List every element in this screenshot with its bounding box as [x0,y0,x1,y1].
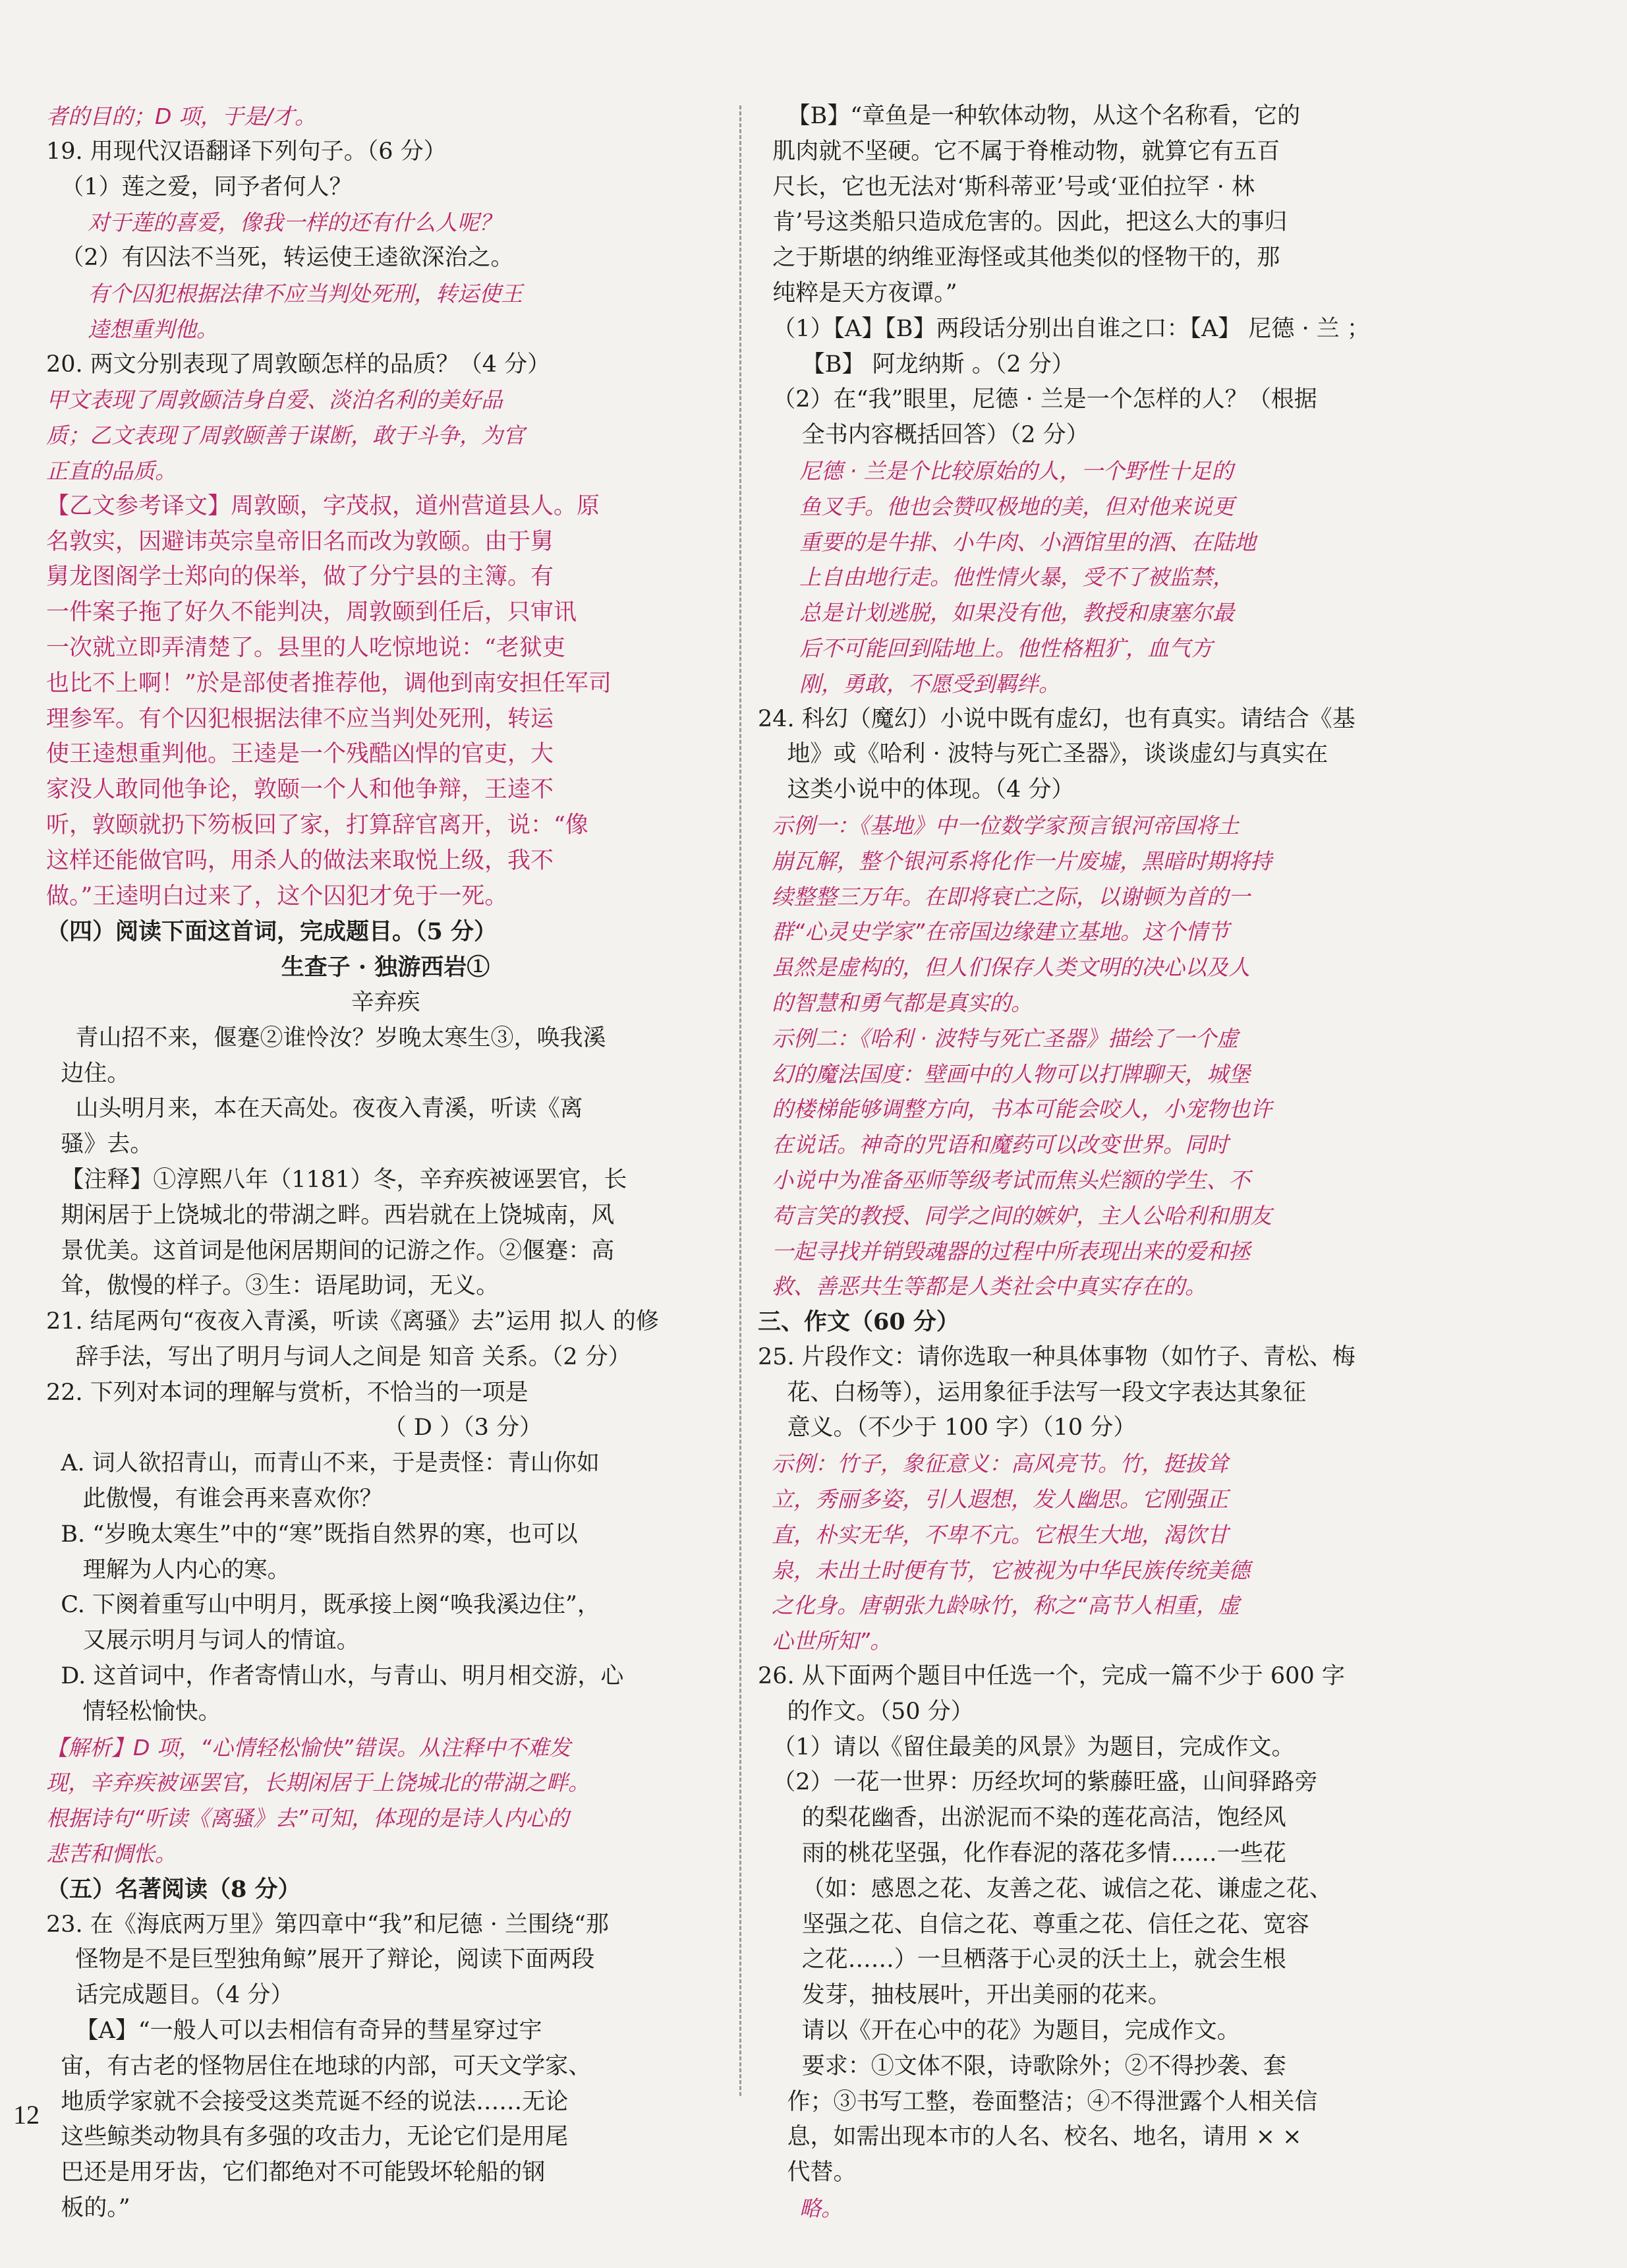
left-text-line: （2）有囚法不当死，转运使王逵欲深治之。 [46,245,514,272]
right-text-line: 总是计划逃脱，如果没有他，教授和康塞尔最 [758,600,1234,626]
left-text-line: 又展示明月与词人的情谊。 [46,1627,360,1654]
left-text-line: 期闲居于上饶城北的带湖之畔。西岩就在上饶城南，风 [46,1202,615,1229]
right-text-line: 上自由地行走。他性情火暴，受不了被监禁， [758,564,1234,591]
right-text-line: 幻的魔法国度：壁画中的人物可以打牌聊天，城堡 [758,1061,1250,1087]
right-text-line: （1）【A】【B】两段话分别出自谁之口：【A】 尼德 · 兰 ； [758,315,1370,342]
left-text-line: 23. 在《海底两万里》第四章中“我”和尼德 · 兰围绕“那 [46,1911,609,1938]
left-text-line: 【乙文参考译文】周敦颐，字茂叔，道州营道县人。原 [46,492,600,519]
right-text-line: 26. 从下面两个题目中任选一个，完成一篇不少于 600 字 [758,1663,1345,1690]
left-text-line: （五）名著阅读（8 分） [46,1875,301,1903]
right-text-line: 直，朴实无华，不卑不亢。它根生大地，渴饮甘 [758,1521,1228,1548]
left-text-line: 舅龙图阁学士郑向的保举，做了分宁县的主簿。有 [46,564,554,591]
left-text-line: 巴还是用牙齿，它们都绝对不可能毁坏轮船的钢 [46,2159,546,2186]
left-text-line: 有个囚犯根据法律不应当判处死刑，转运使王 [46,280,523,306]
left-text-line: 逵想重判他。 [46,316,218,342]
right-text-line: （2）在“我”眼里，尼德 · 兰是一个怎样的人？（根据 [758,386,1317,413]
right-text-line: 作；③书写工整，卷面整洁；④不得泄露个人相关信 [758,2088,1318,2115]
left-text-line: 一件案子拖了好久不能判决，周敦颐到任后，只审讯 [46,599,577,626]
right-text-line: 发芽，抽枝展叶，开出美丽的花来。 [758,1982,1171,2009]
right-text-line: 意义。（不少于 100 字）（10 分） [758,1414,1137,1441]
right-text-line: 之花……）一旦栖落于心灵的沃土上，就会生根 [758,1946,1286,1973]
left-text-line: 对于莲的喜爱，像我一样的还有什么人呢？ [46,210,501,236]
left-text-line: 使王逵想重判他。王逵是一个残酷凶悍的官吏，大 [46,741,554,768]
left-text-line: B. “岁晚太寒生”中的“寒”既指自然界的寒，也可以 [46,1521,578,1548]
right-text-line: 24. 科幻（魔幻）小说中既有虚幻，也有真实。请结合《基 [758,705,1356,732]
right-text-line: 群“心灵史学家”在帝国边缘建立基地。这个情节 [758,919,1230,945]
left-text-line: 生查子 · 独游西岩① [281,954,490,981]
left-text-line: 甲文表现了周敦颐洁身自爱、淡泊名利的美好品 [46,387,503,413]
right-text-line: 之于斯堪的纳维亚海怪或其他类似的怪物干的，那 [758,245,1280,272]
left-text-line: 话完成题目。（4 分） [46,1982,294,2009]
right-text-line: 请以《开在心中的花》为题目，完成作文。 [758,2018,1240,2045]
right-text-line: 略。 [758,2195,843,2222]
right-text-line: 25. 片段作文：请你选取一种具体事物（如竹子、青松、梅 [758,1343,1356,1370]
left-text-line: 理参军。有个囚犯根据法律不应当判处死刑，转运 [46,705,554,732]
left-text-line: 19. 用现代汉语翻译下列句子。（6 分） [46,138,447,165]
right-text-line: 续整整三万年。在即将衰亡之际，以谢顿为首的一 [758,883,1250,910]
left-text-line: 景优美。这首词是他闲居期间的记游之作。②偃蹇：高 [46,1237,615,1264]
right-text-line: 在说话。神奇的咒语和魔药可以改变世界。同时 [758,1132,1228,1158]
left-text-line: D. 这首词中，作者寄情山水，与青山、明月相交游，心 [46,1663,624,1690]
right-text-line: 泉，未出土时便有节，它被视为中华民族传统美德 [758,1557,1250,1583]
left-text-line: 做。”王逵明白过来了，这个囚犯才免于一死。 [46,883,508,910]
right-text-line: （如：感恩之花、友善之花、诚信之花、谦虚之花、 [758,1875,1332,1902]
left-text-line: 根据诗句“听读《离骚》去”可知，体现的是诗人内心的 [46,1805,569,1832]
left-text-line: 此傲慢，有谁会再来喜欢你？ [46,1486,383,1513]
right-text-line: 示例一：《基地》中一位数学家预言银河帝国将土 [758,812,1240,838]
left-text-line: 20. 两文分别表现了周敦颐怎样的品质？（4 分） [46,351,551,378]
left-text-line: C. 下阕着重写山中明月，既承接上阕“唤我溪边住”， [46,1592,600,1619]
left-text-line: （四）阅读下面这首词，完成题目。（5 分） [46,918,498,946]
right-text-line: 后不可能回到陆地上。他性格粗犷，血气方 [758,635,1213,661]
right-text-line: 一起寻找并销毁魂器的过程中所表现出来的爱和拯 [758,1238,1250,1264]
right-text-line: 地》或《哈利 · 波特与死亡圣器》，谈谈虚幻与真实在 [758,741,1328,768]
left-text-line: 者的目的；D 项，于是/才。 [46,103,317,129]
right-text-line: 肌肉就不坚硬。它不属于脊椎动物，就算它有五百 [758,138,1280,165]
left-text-line: 宙，有古老的怪物居住在地球的内部，可天文学家、 [46,2052,592,2079]
left-text-line: 骚》去。 [46,1131,154,1158]
left-text-line: 【解析】D 项，“心情轻松愉快”错误。从注释中不难发 [46,1734,571,1760]
right-text-line: 全书内容概括回答）（2 分） [758,422,1089,449]
left-text-line: 理解为人内心的寒。 [46,1556,291,1583]
left-text-line: 耸，傲慢的样子。③生：语尾助词，无义。 [46,1273,500,1300]
left-text-line: 听，敦颐就扔下笏板回了家，打算辞官离开，说：“像 [46,811,588,838]
right-text-line: 的楼梯能够调整方向，书本可能会咬人，小宠物也许 [758,1096,1272,1122]
right-text-line: 苟言笑的教授、同学之间的嫉妒，主人公哈利和朋友 [758,1202,1272,1229]
left-text-line: 质；乙文表现了周敦颐善于谋断，敢于斗争，为官 [46,422,525,449]
right-text-line: 重要的是牛排、小牛肉、小酒馆里的酒、在陆地 [758,529,1256,555]
left-text-line: 辛弃疾 [351,989,420,1016]
right-text-line: 之化身。唐朝张九龄咏竹，称之“高节人相重，虚 [758,1592,1240,1619]
right-text-line: 崩瓦解，整个银河系将化作一片废墟，黑暗时期将持 [758,848,1272,874]
left-text-line: 21. 结尾两句“夜夜入青溪，听读《离骚》去”运用 拟人 的修 [46,1308,659,1335]
right-text-line: 肯’号这类船只造成危害的。因此，把这么大的事归 [758,209,1288,236]
right-text-line: 心世所知”。 [758,1628,892,1654]
left-text-line: 【注释】①淳熙八年（1181）冬，辛弃疾被诬罢官，长 [46,1166,627,1193]
left-text-line: 怪物是不是巨型独角鲸”展开了辩论，阅读下面两段 [46,1946,595,1973]
left-text-line: 正直的品质。 [46,457,177,484]
right-text-line: 立，秀丽多姿，引人遐想，发人幽思。它刚强正 [758,1486,1228,1513]
left-text-line: （ D ）（3 分） [46,1414,542,1441]
right-text-line: 花、白杨等），运用象征手法写一段文字表达其象征 [758,1379,1307,1406]
left-text-line: 【A】“一般人可以去相信有奇异的彗星穿过宇 [46,2018,542,2045]
right-text-line: 雨的桃花坚强，化作春泥的落花多情……一些花 [758,1840,1286,1867]
left-text-line: 悲苦和惆怅。 [46,1841,177,1867]
right-column [758,99,1437,2226]
right-text-line: 的智慧和勇气都是真实的。 [758,989,1033,1016]
page-number: 12 [13,2100,40,2130]
right-text-line: （2）一花一世界：历经坎坷的紫藤旺盛，山间驿路旁 [758,1769,1318,1796]
right-text-line: 虽然是虚构的，但人们保存人类文明的决心以及人 [758,954,1250,981]
left-text-line: 也比不上啊！”於是部使者推荐他，调他到南安担任军司 [46,670,612,697]
left-text-line: 这些鲸类动物具有多强的攻击力，无论它们是用尾 [46,2124,569,2151]
right-text-line: 尺长，它也无法对‘斯科蒂亚’号或‘亚伯拉罕 · 林 [758,173,1255,200]
left-text-line: 22. 下列对本词的理解与赏析，不恰当的一项是 [46,1379,528,1406]
left-text-line: 边住。 [46,1060,130,1087]
right-text-line: 要求：①文体不限，诗歌除外；②不得抄袭、套 [758,2052,1286,2079]
left-text-line: 家没人敢同他争论，敦颐一个人和他争辩，王逵不 [46,776,554,803]
left-text-line: 辞手法，写出了明月与词人之间是 知音 关系。（2 分） [46,1343,631,1370]
right-text-line: 纯粹是天方夜谭。” [758,279,957,306]
right-text-line: 示例：竹子，象征意义：高风亮节。竹，挺拔耸 [758,1451,1228,1477]
left-text-line: 名敦实，因避讳英宗皇帝旧名而改为敦颐。由于舅 [46,528,554,555]
column-divider [739,105,741,2096]
left-text-line: 这样还能做官吗，用杀人的做法来取悦上级，我不 [46,847,554,874]
right-text-line: 尼德 · 兰是个比较原始的人，一个野性十足的 [758,457,1234,484]
left-text-line: 板的。” [46,2195,130,2222]
left-text-line: 地质学家就不会接受这类荒诞不经的说法……无论 [46,2088,569,2115]
right-text-line: 【B】 阿龙纳斯 。（2 分） [758,351,1075,378]
right-text-line: 三、作文（60 分） [758,1308,959,1336]
left-column [46,99,725,2226]
left-text-line: （1）莲之爱，同予者何人？ [46,173,353,200]
right-text-line: 【B】“章鱼是一种软体动物，从这个名称看，它的 [758,103,1301,129]
right-text-line: 的梨花幽香，出淤泥而不染的莲花高洁，饱经风 [758,1805,1286,1832]
left-text-line: 一次就立即弄清楚了。县里的人吃惊地说：“老狱吏 [46,634,565,661]
left-text-line: A. 词人欲招青山，而青山不来，于是责怪：青山你如 [46,1450,600,1477]
left-text-line: 现，辛弃疾被诬罢官，长期闲居于上饶城北的带湖之畔。 [46,1770,590,1796]
left-text-line: 山头明月来，本在天高处。夜夜入青溪，听读《离 [46,1095,583,1122]
right-text-line: 的作文。（50 分） [758,1698,974,1725]
right-text-line: 这类小说中的体现。（4 分） [758,776,1075,803]
right-text-line: 示例二：《哈利 · 波特与死亡圣器》描绘了一个虚 [758,1025,1238,1051]
left-text-line: 青山招不来，偃蹇②谁怜汝？岁晚太寒生③，唤我溪 [46,1024,606,1051]
right-text-line: （1）请以《留住最美的风景》为题目，完成作文。 [758,1733,1295,1760]
right-text-line: 刚，勇敢，不愿受到羁绊。 [758,670,1060,697]
right-text-line: 坚强之花、自信之花、尊重之花、信任之花、宽容 [758,1911,1309,1938]
right-text-line: 息，如需出现本市的人名、校名、地名，请用 × × [758,2124,1302,2151]
right-text-line: 代替。 [758,2159,857,2186]
left-text-line: 情轻松愉快。 [46,1698,221,1725]
right-text-line: 救、善恶共生等都是人类社会中真实存在的。 [758,1273,1207,1300]
right-text-line: 鱼叉手。他也会赞叹极地的美，但对他来说更 [758,493,1234,519]
right-text-line: 小说中为准备巫师等级考试而焦头烂额的学生、不 [758,1167,1250,1193]
